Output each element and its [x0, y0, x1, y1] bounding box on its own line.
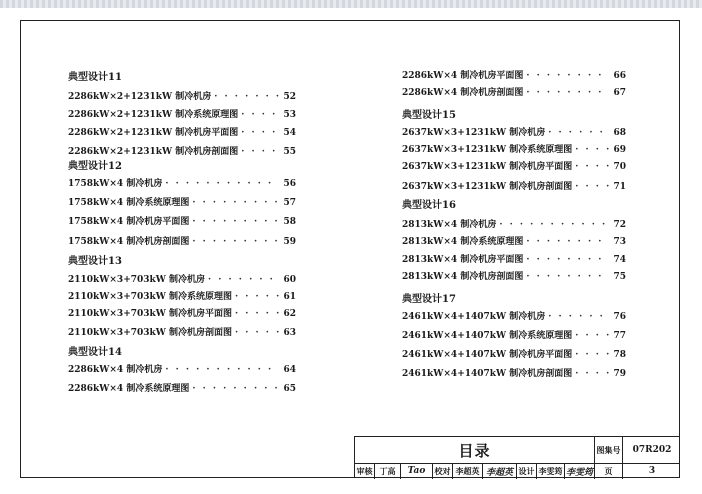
toc-entry[interactable]: [68, 234, 296, 248]
entry-title: 2286kW×4 制冷系统原理图: [68, 384, 190, 394]
page-number: 3: [648, 466, 656, 476]
entry-title: 2637kW×3+1231kW 制冷机房平面图: [402, 162, 573, 172]
toc-entry[interactable]: [68, 289, 296, 303]
entry-title: 2461kW×4+1407kW 制冷机房平面图: [402, 350, 573, 360]
dot-leader: [192, 217, 279, 227]
entry-title: 2286kW×2+1231kW 制冷机房: [68, 92, 212, 102]
entry-title: 1758kW×4 制冷系统原理图: [68, 198, 190, 208]
entry-title: 2286kW×2+1231kW 制冷机房剖面图: [68, 147, 239, 157]
entry-page: 78: [613, 350, 626, 360]
entry-title: 2461kW×4+1407kW 制冷机房: [402, 312, 546, 322]
review-label: 审核: [355, 463, 375, 479]
entry-page: 53: [283, 110, 296, 120]
toc-entry[interactable]: [402, 309, 626, 323]
entry-title: 2110kW×3+703kW 制冷机房平面图: [68, 309, 232, 319]
entry-page: 61: [283, 292, 296, 302]
toc-entry[interactable]: [402, 179, 626, 193]
entry-title: 2637kW×3+1231kW 制冷机房剖面图: [402, 182, 573, 192]
entry-page: 56: [283, 179, 296, 189]
entry-page: 77: [613, 331, 626, 341]
dot-leader: [165, 365, 279, 375]
entry-title: 2286kW×2+1231kW 制冷系统原理图: [68, 110, 239, 120]
dot-leader: [214, 92, 279, 102]
toc-entry[interactable]: [402, 269, 626, 283]
entry-page: 76: [613, 312, 626, 322]
entry-page: 62: [283, 309, 296, 319]
toc-entry[interactable]: [402, 142, 626, 156]
toc-entry[interactable]: [68, 144, 296, 158]
atlas-number: 07R202: [632, 445, 672, 455]
dot-leader: [575, 369, 609, 379]
entry-page: 66: [613, 71, 626, 81]
dot-leader: [526, 71, 609, 81]
design-name: 李雯筠: [537, 463, 565, 479]
toc-entry[interactable]: [68, 195, 296, 209]
toc-entry[interactable]: [402, 125, 626, 139]
design-signature: 李雯筠: [565, 463, 595, 479]
entry-page: 57: [283, 198, 296, 208]
review-name: 丁高: [375, 463, 401, 479]
toc-entry[interactable]: [402, 217, 626, 231]
check-signature: 李超英: [483, 463, 517, 479]
title-block-row-bottom: [355, 463, 680, 479]
dot-leader: [192, 384, 279, 394]
dot-leader: [241, 147, 279, 157]
dot-leader: [575, 182, 609, 192]
section-heading: 典型设计17: [402, 294, 456, 305]
entry-page: 52: [283, 92, 296, 102]
entry-title: 2286kW×4 制冷机房剖面图: [402, 88, 524, 98]
toc-entry[interactable]: [402, 328, 626, 342]
dot-leader: [235, 292, 279, 302]
entry-page: 69: [613, 145, 626, 155]
toc-entry[interactable]: [402, 234, 626, 248]
entry-title: 2813kW×4 制冷机房: [402, 220, 497, 230]
toc-entry[interactable]: [68, 89, 296, 103]
entry-title: 2286kW×2+1231kW 制冷机房平面图: [68, 128, 239, 138]
review-signature: Tao: [401, 463, 433, 479]
toc-entry[interactable]: [68, 381, 296, 395]
toc-entry[interactable]: [68, 214, 296, 228]
entry-title: 1758kW×4 制冷机房平面图: [68, 217, 190, 227]
toc-entry[interactable]: [402, 347, 626, 361]
entry-title: 1758kW×4 制冷机房剖面图: [68, 237, 190, 247]
entry-page: 71: [613, 182, 626, 192]
entry-page: 79: [613, 369, 626, 379]
entry-title: 2110kW×3+703kW 制冷机房: [68, 275, 205, 285]
entry-page: 55: [283, 147, 296, 157]
dot-leader: [526, 237, 609, 247]
entry-page: 58: [283, 217, 296, 227]
toc-entry[interactable]: [402, 68, 626, 82]
page-label: 页: [595, 463, 623, 479]
dot-leader: [575, 162, 609, 172]
dot-leader: [235, 328, 279, 338]
check-name: 李超英: [453, 463, 483, 479]
toc-entry[interactable]: [68, 272, 296, 286]
entry-title: 2637kW×3+1231kW 制冷系统原理图: [402, 145, 573, 155]
section-heading: 典型设计11: [68, 72, 122, 83]
dot-leader: [192, 198, 279, 208]
entry-page: 68: [613, 128, 626, 138]
toc-entry[interactable]: [402, 85, 626, 99]
sheet-title: 目录: [458, 441, 491, 460]
atlas-label: 图集号: [595, 437, 623, 463]
dot-leader: [575, 145, 609, 155]
entry-title: 2461kW×4+1407kW 制冷机房剖面图: [402, 369, 573, 379]
entry-title: 2813kW×4 制冷系统原理图: [402, 237, 524, 247]
dot-leader: [526, 255, 609, 265]
entry-page: 70: [613, 162, 626, 172]
entry-page: 74: [613, 255, 626, 265]
entry-page: 64: [283, 365, 296, 375]
entry-title: 2637kW×3+1231kW 制冷机房: [402, 128, 546, 138]
entry-title: 2286kW×4 制冷机房平面图: [402, 71, 524, 81]
dot-leader: [165, 179, 279, 189]
title-block-row-top: [355, 437, 680, 464]
dot-leader: [548, 128, 609, 138]
dot-leader: [548, 312, 609, 322]
check-label: 校对: [433, 463, 453, 479]
dot-leader: [575, 331, 609, 341]
design-label: 设计: [517, 463, 537, 479]
section-heading: 典型设计14: [68, 347, 122, 358]
dot-leader: [575, 350, 609, 360]
entry-page: 54: [283, 128, 296, 138]
dot-leader: [526, 88, 609, 98]
entry-page: 75: [613, 272, 626, 282]
entry-title: 2813kW×4 制冷机房平面图: [402, 255, 524, 265]
toc-entry[interactable]: [68, 306, 296, 320]
dot-leader: [235, 309, 279, 319]
entry-page: 73: [613, 237, 626, 247]
entry-title: 1758kW×4 制冷机房: [68, 179, 163, 189]
toc-entry[interactable]: [68, 107, 296, 121]
dot-leader: [208, 275, 279, 285]
title-block: [354, 436, 680, 478]
section-heading: 典型设计16: [402, 200, 456, 211]
entry-page: 63: [283, 328, 296, 338]
entry-title: 2110kW×3+703kW 制冷机房剖面图: [68, 328, 232, 338]
dot-leader: [192, 237, 279, 247]
entry-page: 60: [283, 275, 296, 285]
dot-leader: [241, 110, 279, 120]
toc-entry[interactable]: [68, 176, 296, 190]
sheet-title-cell: [355, 437, 595, 463]
toc-entry[interactable]: [68, 325, 296, 339]
dot-leader: [241, 128, 279, 138]
toc-entry[interactable]: [402, 159, 626, 173]
dot-leader: [499, 220, 609, 230]
entry-title: 2813kW×4 制冷机房剖面图: [402, 272, 524, 282]
entry-title: 2286kW×4 制冷机房: [68, 365, 163, 375]
section-heading: 典型设计15: [402, 110, 456, 121]
toc-entry[interactable]: [68, 125, 296, 139]
entry-page: 65: [283, 384, 296, 394]
scan-top-strip: [0, 0, 702, 8]
entry-title: 2110kW×3+703kW 制冷系统原理图: [68, 292, 232, 302]
section-heading: 典型设计13: [68, 256, 122, 267]
dot-leader: [526, 272, 609, 282]
toc-entry[interactable]: [68, 362, 296, 376]
entry-page: 59: [283, 237, 296, 247]
entry-page: 67: [613, 88, 626, 98]
entry-title: 2461kW×4+1407kW 制冷系统原理图: [402, 331, 573, 341]
section-heading: 典型设计12: [68, 161, 122, 172]
toc-entry[interactable]: [402, 366, 626, 380]
toc-entry[interactable]: [402, 252, 626, 266]
entry-page: 72: [613, 220, 626, 230]
